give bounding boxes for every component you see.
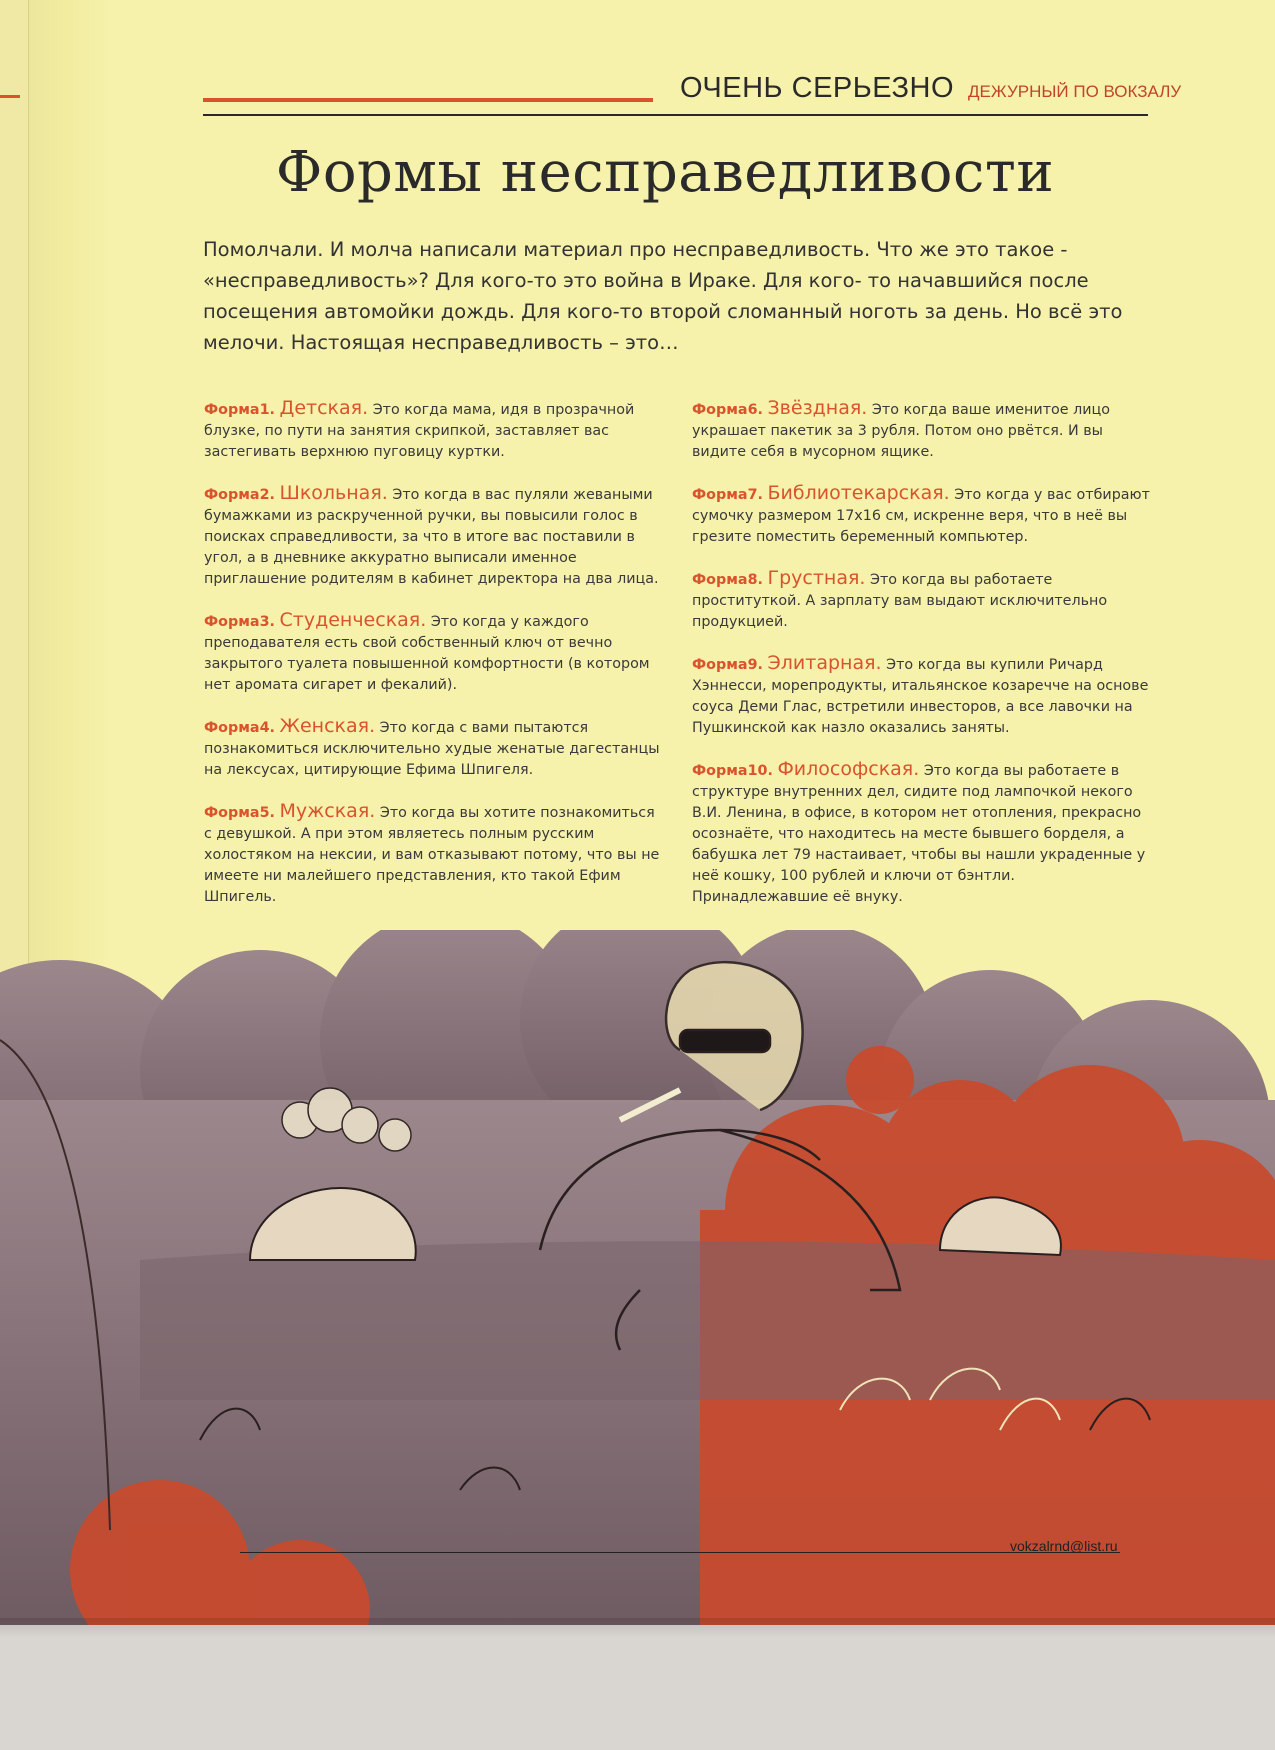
form-name: Студенческая.: [279, 609, 427, 631]
form-name: Школьная.: [279, 482, 388, 504]
form-text: Это когда вы хотите познакомиться с девушкой. А при этом являетесь полным русским холостяком на нексии, и вам отказывают потому, что вы не имеете ни малейшего представления, кто такой Ефим Шпигель.: [204, 805, 660, 905]
form-number: Форма3.: [204, 614, 275, 630]
form-number: Форма7.: [692, 487, 763, 503]
form-number: Форма9.: [692, 657, 763, 673]
form-item: [204, 610, 664, 696]
form-item: [692, 653, 1152, 739]
article-title: Формы несправедливости: [275, 140, 1055, 205]
form-number: Форма5.: [204, 805, 275, 821]
header-accent-line: [203, 98, 653, 102]
section-header: [680, 72, 1181, 105]
form-name: Элитарная.: [767, 652, 882, 674]
section-subtitle: ДЕЖУРНЫЙ ПО ВОКЗАЛУ: [968, 82, 1182, 101]
section-title: ОЧЕНЬ СЕРЬЕЗНО: [680, 72, 955, 104]
form-name: Мужская.: [279, 800, 376, 822]
form-text: Это когда ваше именитое лицо украшает пакетик за 3 рубля. Потом оно рвётся. И вы видите себя в мусорном ящике.: [692, 402, 1111, 460]
illustration: [0, 930, 1275, 1625]
form-number: Форма2.: [204, 487, 275, 503]
form-name: Философская.: [777, 758, 920, 780]
form-name: Библиотекарская.: [767, 482, 950, 504]
form-name: Женская.: [279, 715, 376, 737]
form-text: Это когда вы купили Ричард Хэннесси, морепродукты, итальянское козаречче на основе соуса Деми Глас, встретили инвесторов, а все лавочки на Пушкинской как назло оказались заняты.: [692, 657, 1149, 736]
form-number: Форма10.: [692, 763, 773, 779]
form-text: Это когда у вас отбирают сумочку размером 17х16 см, искренне веря, что в неё вы грезите поместить беременный компьютер.: [692, 487, 1150, 545]
form-number: Форма4.: [204, 720, 275, 736]
form-text: Это когда вы работаете в структуре внутренних дел, сидите под лампочкой некого В.И. Ленина, в офисе, в котором нет отопления, прекрасно осознаёте, что находитесь на месте бывшего борделя, а бабушка лет 79 настаивает, чтобы вы нашли украденные у неё кошку, 100 рублей и ключи от бэнтли. Принадлежавшие её внуку.: [692, 763, 1146, 905]
form-number: Форма8.: [692, 572, 763, 588]
form-text: Это когда у каждого преподавателя есть свой собственный ключ от вечно закрытого туалета повышенной комфортности (в котором нет аромата сигарет и фекалий).: [204, 614, 650, 693]
form-item: [692, 759, 1152, 908]
forms-column-left: [204, 398, 664, 928]
form-item: [692, 398, 1152, 463]
form-name: Грустная.: [767, 567, 866, 589]
article-intro: Помолчали. И молча написали материал про несправедливость. Что же это такое - «несправедливость»? Для кого-то это война в Ираке. Для кого- то начавшийся после посещения автомойки дождь. Для кого-то второй сломанный ноготь за день. Но всё это мелочи. Настоящая несправедливость – это…: [203, 238, 1123, 354]
form-name: Звёздная.: [767, 397, 868, 419]
form-item: [692, 483, 1152, 548]
form-name: Детская.: [279, 397, 369, 419]
form-item: [692, 568, 1152, 633]
form-item: [204, 716, 664, 781]
page-shadow: [0, 1618, 1275, 1638]
contact-email[interactable]: vokzalrnd@list.ru: [1010, 1538, 1118, 1554]
form-text: Это когда вы работаете проституткой. А зарплату вам выдают исключительно продукцией.: [692, 572, 1108, 630]
forms-column-right: [692, 398, 1152, 928]
form-text: Это когда с вами пытаются познакомиться исключительно худые женатые дагестанцы на лексусах, цитирующие Ефима Шпигеля.: [204, 720, 660, 778]
footer-rule: [240, 1552, 1120, 1553]
form-number: Форма6.: [692, 402, 763, 418]
form-number: Форма1.: [204, 402, 275, 418]
form-item: [204, 398, 664, 463]
header-rule: [203, 114, 1148, 116]
form-text: Это когда в вас пуляли жеваными бумажками из раскрученной ручки, вы повысили голос в поисках справедливости, за что в итоге вас поставили в угол, а в дневнике аккуратно выписали именное приглашение родителям в кабинет директора на два лица.: [204, 487, 659, 587]
left-page-mark: [0, 95, 20, 98]
form-item: [204, 801, 664, 908]
form-text: Это когда мама, идя в прозрачной блузке, по пути на занятия скрипкой, заставляет вас застегивать верхнюю пуговицу куртки.: [204, 402, 635, 460]
form-item: [204, 483, 664, 590]
table-surface: [140, 1241, 1275, 1400]
